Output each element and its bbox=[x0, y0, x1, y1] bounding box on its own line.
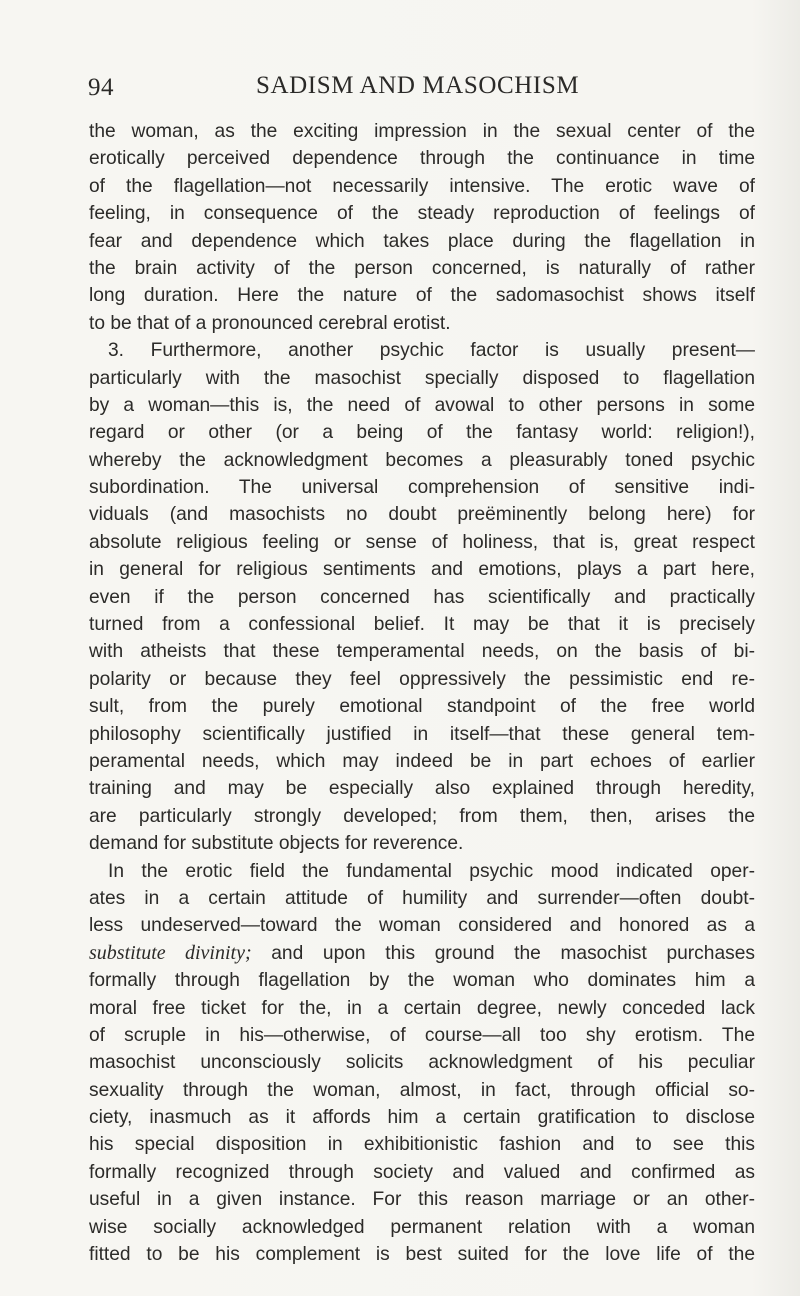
running-head: SADISM AND MASOCHISM bbox=[256, 72, 580, 99]
text-line: formally through flagellation by the woman who dominates him a bbox=[89, 970, 755, 992]
text-line: training and may be especially also explained through heredity, bbox=[89, 778, 755, 800]
page-number: 94 bbox=[88, 74, 114, 101]
text-line: particularly with the masochist specially disposed to flagellation bbox=[89, 367, 755, 389]
text-line: his special disposition in exhibitionistic fashion and to see this bbox=[89, 1134, 755, 1156]
text-line: are particularly strongly developed; from them, then, arises the bbox=[89, 805, 755, 827]
text-line: fitted to be his complement is best suited for the love life of the bbox=[89, 1244, 755, 1266]
text-line: erotically perceived dependence through the continuance in time bbox=[89, 148, 755, 170]
text-line: the woman, as the exciting impression in the sexual center of the bbox=[89, 121, 755, 142]
body-text bbox=[89, 118, 755, 1268]
text-line: 3. Furthermore, another psychic factor is usually present— bbox=[108, 340, 755, 362]
text-line-with-italic bbox=[89, 940, 755, 967]
text-line: ciety, inasmuch as it affords him a certain gratification to disclose bbox=[89, 1107, 755, 1129]
text-line: formally recognized through society and valued and confirmed as bbox=[89, 1161, 755, 1183]
text-line: sult, from the purely emotional standpoint of the free world bbox=[89, 696, 755, 718]
text-line: in general for religious sentiments and emotions, plays a part here, bbox=[89, 559, 755, 581]
text-line: even if the person concerned has scientifically and practically bbox=[89, 586, 755, 608]
page-header bbox=[88, 70, 748, 106]
text-line: polarity or because they feel oppressively the pessimistic end re- bbox=[89, 668, 755, 690]
text-line: In the erotic field the fundamental psychic mood indicated oper- bbox=[108, 860, 755, 882]
text-line: of scruple in his—otherwise, of course—all too shy erotism. The bbox=[89, 1024, 755, 1046]
text-line: wise socially acknowledged permanent relation with a woman bbox=[89, 1216, 755, 1238]
italic-phrase: substitute divinity; bbox=[89, 941, 252, 964]
text-line: of the flagellation—not necessarily intensive. The erotic wave of bbox=[89, 175, 755, 197]
text-line: masochist unconsciously solicits acknowledgment of his peculiar bbox=[89, 1052, 755, 1074]
text-line: subordination. The universal comprehension of sensitive indi- bbox=[89, 477, 755, 499]
text-line: turned from a confessional belief. It may be that it is precisely bbox=[89, 614, 755, 636]
text-line: philosophy scientifically justified in itself—that these general tem- bbox=[89, 723, 755, 745]
text-line: with atheists that these temperamental needs, on the basis of bi- bbox=[89, 641, 755, 663]
text-line: viduals (and masochists no doubt preëminently belong here) for bbox=[89, 504, 755, 526]
text-line: demand for substitute objects for reverence. bbox=[89, 833, 464, 855]
text-line: to be that of a pronounced cerebral erotist. bbox=[89, 312, 451, 334]
text-line: ates in a certain attitude of humility and surrender—often doubt- bbox=[89, 887, 755, 909]
text-line: sexuality through the woman, almost, in fact, through official so- bbox=[89, 1079, 755, 1101]
text-line: moral free ticket for the, in a certain degree, newly conceded lack bbox=[89, 997, 755, 1019]
text-line: long duration. Here the nature of the sadomasochist shows itself bbox=[89, 285, 755, 307]
text-line: feeling, in consequence of the steady reproduction of feelings of bbox=[89, 203, 755, 225]
text-line: whereby the acknowledgment becomes a pleasurably toned psychic bbox=[89, 449, 755, 471]
text-line: useful in a given instance. For this reason marriage or an other- bbox=[89, 1189, 755, 1211]
text-line: fear and dependence which takes place during the flagellation in bbox=[89, 230, 755, 252]
text-line: regard or other (or a being of the fantasy world: religion!), bbox=[89, 422, 755, 444]
text-line: the brain activity of the person concerned, is naturally of rather bbox=[89, 257, 755, 279]
text-line: peramental needs, which may indeed be in part echoes of earlier bbox=[89, 750, 755, 772]
text-line: less undeserved—toward the woman considered and honored as a bbox=[89, 915, 755, 937]
text-line: absolute religious feeling or sense of holiness, that is, great respect bbox=[89, 531, 755, 553]
text-line: by a woman—this is, the need of avowal to other persons in some bbox=[89, 394, 755, 416]
text-line-rest: and upon this ground the masochist purchases bbox=[271, 942, 755, 964]
